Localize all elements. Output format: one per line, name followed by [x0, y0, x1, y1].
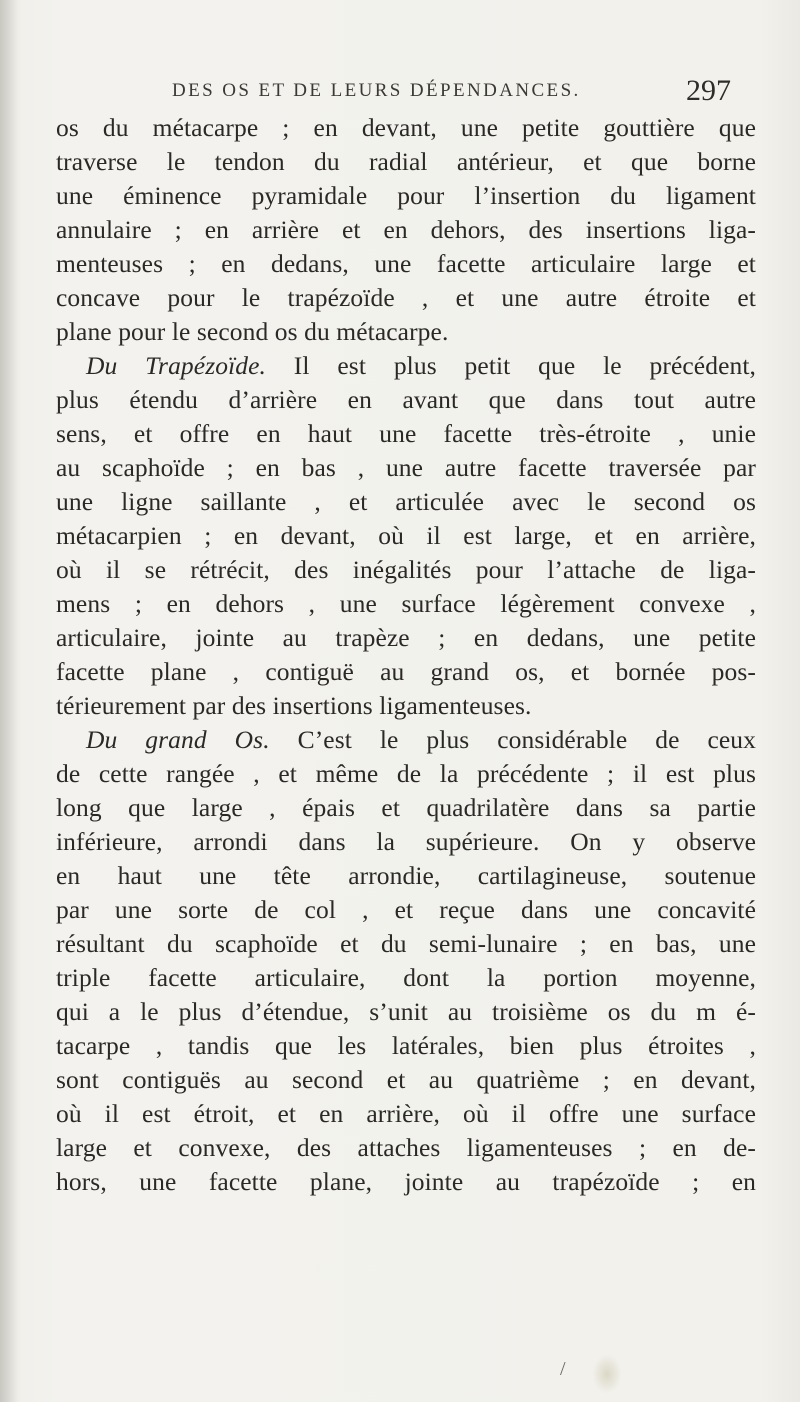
- text-line: au scaphoïde ; en bas , une autre facette traversée par: [56, 453, 756, 482]
- section-heading-trapezoide: Du Trapézoïde.: [86, 351, 266, 380]
- text-span: C’est le plus considérable de ceux: [269, 725, 756, 754]
- text-line: concave pour le trapézoïde , et une autre étroite et: [56, 283, 756, 312]
- text-line: térieurement par des insertions ligamenteuses.: [56, 691, 532, 720]
- text-line: [56, 349, 756, 383]
- text-line: os du métacarpe ; en devant, une petite gouttière que: [56, 113, 756, 142]
- text-line: articulaire, jointe au trapèze ; en dedans, une petite: [56, 623, 756, 652]
- text-line: par une sorte de col , et reçue dans une concavité: [56, 895, 756, 924]
- text-span: Il est plus petit que le précédent,: [266, 351, 756, 380]
- text-line: menteuses ; en dedans, une facette articulaire large et: [56, 249, 756, 278]
- text-line: mens ; en dehors , une surface légèrement convexe ,: [56, 589, 756, 618]
- text-line: long que large , épais et quadrilatère dans sa partie: [56, 793, 756, 822]
- text-line: facette plane , contiguë au grand os, et bornée pos-: [56, 657, 756, 686]
- text-line: traverse le tendon du radial antérieur, et que borne: [56, 147, 756, 176]
- text-line: inférieure, arrondi dans la supérieure. On y observe: [56, 827, 756, 856]
- text-line: où il est étroit, et en arrière, où il offre une surface: [56, 1099, 756, 1128]
- binding-gutter-shadow: [0, 0, 18, 1402]
- text-line: sens, et offre en haut une facette très-étroite , unie: [56, 419, 756, 448]
- text-line: plane pour le second os du métacarpe.: [56, 317, 449, 346]
- text-line: en haut une tête arrondie, cartilagineuse, soutenue: [56, 861, 756, 890]
- text-line: [56, 723, 756, 757]
- ink-blot: [592, 1354, 622, 1394]
- text-line: où il se rétrécit, des inégalités pour l’attache de liga-: [56, 555, 756, 584]
- text-line: qui a le plus d’étendue, s’unit au troisième os du m é-: [56, 997, 756, 1026]
- text-line: de cette rangée , et même de la précédente ; il est plus: [56, 759, 756, 788]
- body-text: [56, 111, 756, 1199]
- text-line: plus étendu d’arrière en avant que dans tout autre: [56, 385, 756, 414]
- text-line: une éminence pyramidale pour l’insertion du ligament: [56, 181, 756, 210]
- text-line: large et convexe, des attaches ligamenteuses ; en de-: [56, 1133, 756, 1162]
- section-heading-grand-os: Du grand Os.: [86, 725, 270, 754]
- text-line: hors, une facette plane, jointe au trapézoïde ; en: [56, 1167, 756, 1196]
- text-line: une ligne saillante , et articulée avec le second os: [56, 487, 756, 516]
- footer-mark: /: [560, 1358, 566, 1380]
- running-head: [0, 74, 800, 114]
- text-line: résultant du scaphoïde et du semi-lunaire ; en bas, une: [56, 929, 756, 958]
- text-line: métacarpien ; en devant, où il est large, et en arrière,: [56, 521, 756, 550]
- text-line: sont contiguës au second et au quatrième ; en devant,: [56, 1065, 756, 1094]
- text-line: annulaire ; en arrière et en dehors, des insertions liga-: [56, 215, 756, 244]
- text-line: tacarpe , tandis que les latérales, bien plus étroites ,: [56, 1031, 756, 1060]
- text-line: triple facette articulaire, dont la portion moyenne,: [56, 963, 756, 992]
- running-title: DES OS ET DE LEURS DÉPENDANCES.: [172, 80, 581, 101]
- page-number: 297: [686, 74, 731, 107]
